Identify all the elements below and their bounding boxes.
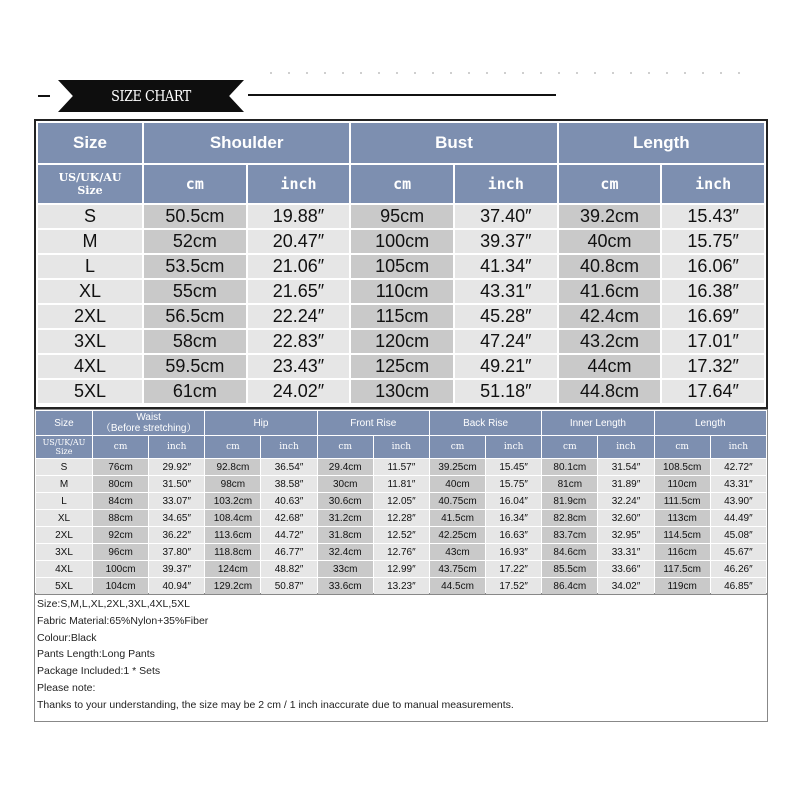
unit-inch: inch <box>261 436 316 458</box>
size-cell: 5XL <box>38 380 142 403</box>
table-cell: 17.32″ <box>662 355 764 378</box>
table-cell: 21.06″ <box>248 255 350 278</box>
table-cell: 21.65″ <box>248 280 350 303</box>
table-cell: 39.37″ <box>149 561 204 577</box>
size-cell: 2XL <box>36 527 92 543</box>
table-cell: 43.2cm <box>559 330 661 353</box>
table-cell: 85.5cm <box>542 561 597 577</box>
waist-label: Waist <box>136 412 161 423</box>
table-cell: 42.4cm <box>559 305 661 328</box>
table-cell: 116cm <box>655 544 710 560</box>
header-dash <box>38 95 50 97</box>
table-cell: 15.75″ <box>662 230 764 253</box>
unit-cm: cm <box>318 436 373 458</box>
table-row <box>36 527 766 543</box>
table-cell: 48.82″ <box>261 561 316 577</box>
size-cell: 2XL <box>38 305 142 328</box>
note-line: Size:S,M,L,XL,2XL,3XL,4XL,5XL <box>37 598 190 610</box>
table-row <box>36 476 766 492</box>
unit-inch: inch <box>662 165 764 203</box>
size-cell: XL <box>38 280 142 303</box>
bottom-table-unit-row <box>36 436 766 458</box>
table-cell: 117.5cm <box>655 561 710 577</box>
size-cell: L <box>36 493 92 509</box>
note-line: Colour:Black <box>37 631 97 644</box>
size-cell: L <box>38 255 142 278</box>
table-cell: 40cm <box>559 230 661 253</box>
product-notes <box>34 594 768 722</box>
table-cell: 33.07″ <box>149 493 204 509</box>
table-cell: 16.06″ <box>662 255 764 278</box>
table-cell: 16.63″ <box>486 527 541 543</box>
table-cell: 12.76″ <box>374 544 429 560</box>
table-cell: 33cm <box>318 561 373 577</box>
unit-cm: cm <box>93 436 148 458</box>
table-cell: 44.72″ <box>261 527 316 543</box>
size-cell: 4XL <box>36 561 92 577</box>
top-table-unit-row <box>38 165 764 203</box>
unit-cm: cm <box>144 165 246 203</box>
table-cell: 96cm <box>93 544 148 560</box>
table-cell: 40cm <box>430 476 485 492</box>
table-cell: 11.81″ <box>374 476 429 492</box>
table-cell: 12.28″ <box>374 510 429 526</box>
table-cell: 105cm <box>351 255 453 278</box>
table-row <box>38 355 764 378</box>
table-cell: 32.24″ <box>598 493 653 509</box>
table-cell: 36.54″ <box>261 459 316 475</box>
table-cell: 52cm <box>144 230 246 253</box>
table-cell: 84.6cm <box>542 544 597 560</box>
back-rise-column-header: Back Rise <box>430 411 541 435</box>
table-cell: 50.5cm <box>144 205 246 228</box>
table-cell: 120cm <box>351 330 453 353</box>
table-cell: 103.2cm <box>205 493 260 509</box>
table-cell: 42.72″ <box>711 459 766 475</box>
table-cell: 23.43″ <box>248 355 350 378</box>
table-cell: 17.52″ <box>486 578 541 594</box>
table-cell: 16.04″ <box>486 493 541 509</box>
table-cell: 24.02″ <box>248 380 350 403</box>
note-line: Package Included:1 * Sets <box>37 665 161 678</box>
table-cell: 30.6cm <box>318 493 373 509</box>
note-line: Fabric Material:65%Nylon+35%Fiber <box>37 614 209 627</box>
waist-column-header <box>93 411 204 435</box>
size-cell: S <box>38 205 142 228</box>
table-cell: 80.1cm <box>542 459 597 475</box>
size-region-line2: Size <box>77 184 103 197</box>
table-cell: 56.5cm <box>144 305 246 328</box>
table-cell: 46.77″ <box>261 544 316 560</box>
size-region-line1: US/UK/AU <box>42 438 86 447</box>
table-cell: 80cm <box>93 476 148 492</box>
table-row <box>38 305 764 328</box>
table-cell: 104cm <box>93 578 148 594</box>
table-cell: 19.88″ <box>248 205 350 228</box>
table-cell: 33.31″ <box>598 544 653 560</box>
table-row <box>38 280 764 303</box>
table-cell: 39.2cm <box>559 205 661 228</box>
table-cell: 43cm <box>430 544 485 560</box>
size-region-label <box>36 436 92 458</box>
header-rule <box>248 94 556 96</box>
table-row <box>38 230 764 253</box>
table-cell: 110cm <box>351 280 453 303</box>
top-table-header-row <box>38 123 764 163</box>
table-cell: 108.5cm <box>655 459 710 475</box>
table-cell: 31.8cm <box>318 527 373 543</box>
unit-inch: inch <box>486 436 541 458</box>
unit-cm: cm <box>351 165 453 203</box>
table-cell: 129.2cm <box>205 578 260 594</box>
length-column-header: Length <box>559 123 764 163</box>
size-cell: 3XL <box>36 544 92 560</box>
table-cell: 53.5cm <box>144 255 246 278</box>
size-region-label <box>38 165 142 203</box>
table-cell: 13.23″ <box>374 578 429 594</box>
table-cell: 39.37″ <box>455 230 557 253</box>
table-cell: 34.02″ <box>598 578 653 594</box>
table-cell: 92cm <box>93 527 148 543</box>
table-row <box>38 205 764 228</box>
unit-cm: cm <box>559 165 661 203</box>
table-cell: 81.9cm <box>542 493 597 509</box>
table-cell: 50.87″ <box>261 578 316 594</box>
table-cell: 31.50″ <box>149 476 204 492</box>
header-dotted-line <box>270 72 740 74</box>
table-row <box>36 493 766 509</box>
table-cell: 86.4cm <box>542 578 597 594</box>
table-cell: 31.2cm <box>318 510 373 526</box>
table-row <box>36 544 766 560</box>
table-cell: 29.4cm <box>318 459 373 475</box>
unit-inch: inch <box>711 436 766 458</box>
hip-column-header: Hip <box>205 411 316 435</box>
table-row <box>36 459 766 475</box>
waist-note: （Before stretching） <box>100 423 197 434</box>
table-cell: 29.92″ <box>149 459 204 475</box>
table-cell: 20.47″ <box>248 230 350 253</box>
bust-column-header: Bust <box>351 123 556 163</box>
note-line: Please note: <box>37 681 96 694</box>
table-cell: 51.18″ <box>455 380 557 403</box>
table-cell: 100cm <box>93 561 148 577</box>
table-cell: 43.90″ <box>711 493 766 509</box>
table-cell: 17.64″ <box>662 380 764 403</box>
unit-cm: cm <box>205 436 260 458</box>
table-cell: 113.6cm <box>205 527 260 543</box>
table-cell: 38.58″ <box>261 476 316 492</box>
table-cell: 44.5cm <box>430 578 485 594</box>
size-column-header: Size <box>38 123 142 163</box>
table-cell: 88cm <box>93 510 148 526</box>
table-cell: 82.8cm <box>542 510 597 526</box>
table-row <box>38 380 764 403</box>
table-cell: 100cm <box>351 230 453 253</box>
unit-inch: inch <box>248 165 350 203</box>
table-cell: 55cm <box>144 280 246 303</box>
table-cell: 37.80″ <box>149 544 204 560</box>
table-cell: 113cm <box>655 510 710 526</box>
table-row <box>36 578 766 594</box>
note-line: Thanks to your understanding, the size may be 2 cm / 1 inch inaccurate due to manual measurements. <box>37 698 514 711</box>
table-cell: 119cm <box>655 578 710 594</box>
table-cell: 40.75cm <box>430 493 485 509</box>
table-cell: 84cm <box>93 493 148 509</box>
table-cell: 22.83″ <box>248 330 350 353</box>
size-region-line1: US/UK/AU <box>58 171 122 184</box>
size-region-line2: Size <box>55 447 73 456</box>
table-cell: 44.49″ <box>711 510 766 526</box>
table-cell: 16.69″ <box>662 305 764 328</box>
table-cell: 31.89″ <box>598 476 653 492</box>
size-cell: XL <box>36 510 92 526</box>
table-cell: 33.66″ <box>598 561 653 577</box>
table-cell: 41.34″ <box>455 255 557 278</box>
table-cell: 42.25cm <box>430 527 485 543</box>
bottom-size-table <box>34 409 768 594</box>
unit-inch: inch <box>374 436 429 458</box>
top-size-table <box>34 119 768 409</box>
size-cell: 3XL <box>38 330 142 353</box>
table-cell: 31.54″ <box>598 459 653 475</box>
table-cell: 40.63″ <box>261 493 316 509</box>
table-cell: 130cm <box>351 380 453 403</box>
table-cell: 33.6cm <box>318 578 373 594</box>
unit-inch: inch <box>455 165 557 203</box>
table-cell: 43.31″ <box>711 476 766 492</box>
table-cell: 17.22″ <box>486 561 541 577</box>
table-cell: 39.25cm <box>430 459 485 475</box>
size-cell: 5XL <box>36 578 92 594</box>
table-cell: 47.24″ <box>455 330 557 353</box>
table-cell: 17.01″ <box>662 330 764 353</box>
table-row <box>38 255 764 278</box>
table-cell: 95cm <box>351 205 453 228</box>
size-chart-title: SIZE CHART <box>111 87 191 105</box>
shoulder-column-header: Shoulder <box>144 123 349 163</box>
table-cell: 15.75″ <box>486 476 541 492</box>
table-cell: 16.34″ <box>486 510 541 526</box>
table-cell: 45.28″ <box>455 305 557 328</box>
table-cell: 108.4cm <box>205 510 260 526</box>
size-cell: M <box>38 230 142 253</box>
size-cell: S <box>36 459 92 475</box>
table-cell: 37.40″ <box>455 205 557 228</box>
table-cell: 43.31″ <box>455 280 557 303</box>
table-cell: 114.5cm <box>655 527 710 543</box>
table-cell: 15.43″ <box>662 205 764 228</box>
table-cell: 124cm <box>205 561 260 577</box>
table-cell: 32.60″ <box>598 510 653 526</box>
table-row <box>38 330 764 353</box>
table-cell: 81cm <box>542 476 597 492</box>
note-line: Pants Length:Long Pants <box>37 648 155 661</box>
table-cell: 118.8cm <box>205 544 260 560</box>
table-cell: 44.8cm <box>559 380 661 403</box>
table-cell: 12.05″ <box>374 493 429 509</box>
table-cell: 40.94″ <box>149 578 204 594</box>
table-cell: 111.5cm <box>655 493 710 509</box>
table-cell: 61cm <box>144 380 246 403</box>
table-cell: 125cm <box>351 355 453 378</box>
unit-cm: cm <box>542 436 597 458</box>
size-chart-banner <box>58 80 244 112</box>
unit-inch: inch <box>149 436 204 458</box>
size-cell: M <box>36 476 92 492</box>
size-column-header: Size <box>36 411 92 435</box>
table-cell: 46.85″ <box>711 578 766 594</box>
unit-cm: cm <box>430 436 485 458</box>
table-cell: 43.75cm <box>430 561 485 577</box>
table-cell: 36.22″ <box>149 527 204 543</box>
table-cell: 34.65″ <box>149 510 204 526</box>
table-row <box>36 510 766 526</box>
table-cell: 98cm <box>205 476 260 492</box>
length-column-header: Length <box>655 411 766 435</box>
table-cell: 110cm <box>655 476 710 492</box>
table-cell: 45.67″ <box>711 544 766 560</box>
inner-length-column-header: Inner Length <box>542 411 653 435</box>
table-cell: 32.95″ <box>598 527 653 543</box>
unit-inch: inch <box>598 436 653 458</box>
table-cell: 15.45″ <box>486 459 541 475</box>
table-cell: 46.26″ <box>711 561 766 577</box>
table-cell: 115cm <box>351 305 453 328</box>
table-cell: 22.24″ <box>248 305 350 328</box>
table-cell: 42.68″ <box>261 510 316 526</box>
bottom-table-header-row <box>36 411 766 435</box>
front-rise-column-header: Front Rise <box>318 411 429 435</box>
table-row <box>36 561 766 577</box>
table-cell: 16.38″ <box>662 280 764 303</box>
table-cell: 41.5cm <box>430 510 485 526</box>
table-cell: 44cm <box>559 355 661 378</box>
table-cell: 12.99″ <box>374 561 429 577</box>
table-cell: 16.93″ <box>486 544 541 560</box>
table-cell: 40.8cm <box>559 255 661 278</box>
table-cell: 83.7cm <box>542 527 597 543</box>
table-cell: 58cm <box>144 330 246 353</box>
table-cell: 32.4cm <box>318 544 373 560</box>
size-cell: 4XL <box>38 355 142 378</box>
table-cell: 49.21″ <box>455 355 557 378</box>
table-cell: 30cm <box>318 476 373 492</box>
table-cell: 92.8cm <box>205 459 260 475</box>
unit-cm: cm <box>655 436 710 458</box>
table-cell: 76cm <box>93 459 148 475</box>
table-cell: 45.08″ <box>711 527 766 543</box>
table-cell: 12.52″ <box>374 527 429 543</box>
table-cell: 11.57″ <box>374 459 429 475</box>
table-cell: 41.6cm <box>559 280 661 303</box>
table-cell: 59.5cm <box>144 355 246 378</box>
